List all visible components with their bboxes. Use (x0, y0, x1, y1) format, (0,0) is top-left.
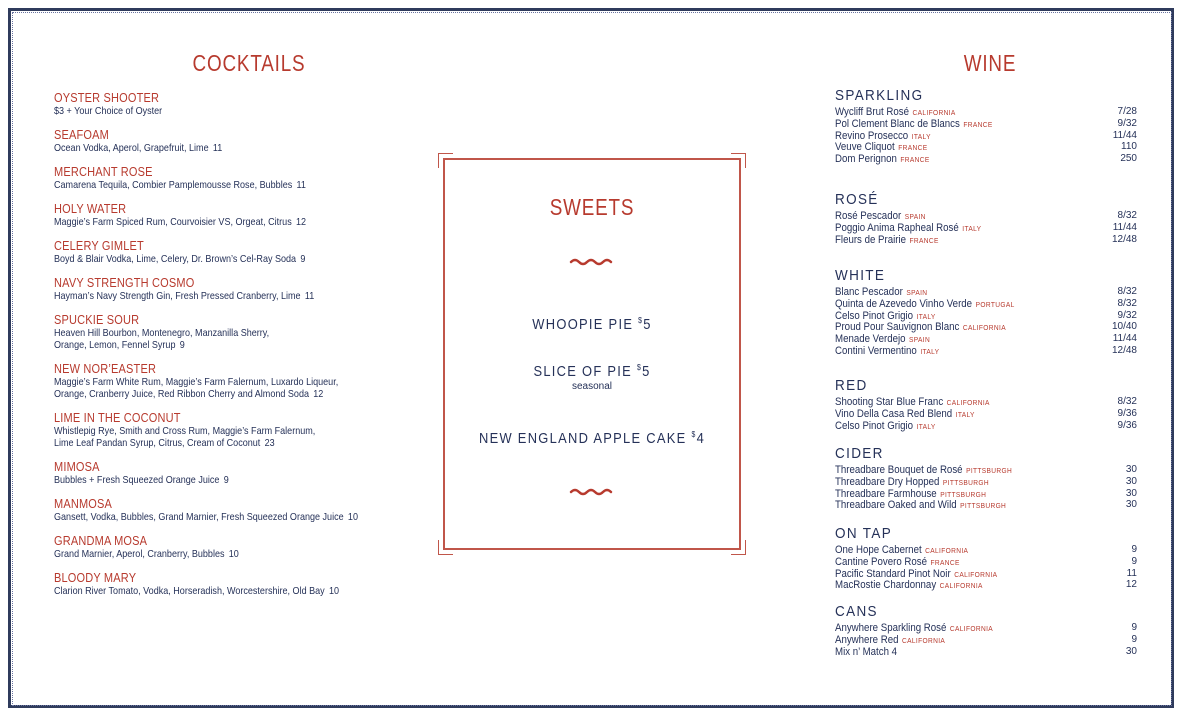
currency-symbol: $ (638, 316, 644, 325)
wine-origin: ITALY (916, 311, 936, 321)
wine-origin: ITALY (920, 346, 940, 356)
wine-price: 11/44 (1112, 221, 1137, 233)
sweet-line (464, 363, 720, 380)
sweet-price (637, 363, 651, 380)
wine-price: 10/40 (1111, 321, 1137, 333)
wine-category-cans (835, 604, 1137, 657)
cocktail-description (54, 548, 424, 560)
cocktail-description (54, 216, 424, 228)
wine-category-title: RED (835, 377, 868, 394)
cocktail-item (54, 363, 434, 400)
wine-price: 8/32 (1117, 396, 1137, 407)
wine-category-sparkling (835, 88, 1137, 165)
cocktail-item (54, 572, 434, 597)
cocktail-description (54, 253, 424, 265)
wine-row (835, 298, 1137, 310)
wine-row (835, 579, 1137, 591)
cocktail-name: MANMOSA (54, 497, 113, 511)
cocktail-item (54, 535, 434, 560)
wine-price: 9/32 (1117, 117, 1137, 129)
wine-category-title: ROSÉ (835, 191, 879, 208)
cocktail-item (54, 461, 434, 486)
wine-origin: ITALY (911, 131, 931, 141)
wine-row (835, 556, 1137, 568)
cocktail-price: 12 (313, 388, 324, 400)
wine-name: One Hope Cabernet (835, 544, 922, 556)
price-value: 5 (643, 316, 652, 333)
wine-name: Dom Perignon (835, 153, 897, 166)
sweets-title: SWEETS (549, 194, 635, 220)
wine-name: Mix n’ Match 4 (835, 645, 898, 658)
wine-category-title: CIDER (835, 445, 884, 462)
wine-price: 30 (1125, 487, 1137, 499)
wine-row (835, 499, 1137, 511)
frame-corner-ornament (438, 540, 453, 555)
wine-name: Quinta de Azevedo Vinho Verde (835, 297, 973, 310)
cocktail-item (54, 277, 434, 302)
wine-origin: ITALY (962, 223, 982, 233)
wine-origin: CALIFORNIA (925, 546, 969, 555)
sweet-item (443, 316, 741, 333)
wine-category-on-tap (835, 526, 1137, 591)
wine-price: 8/32 (1117, 286, 1137, 297)
wine-category-title: SPARKLING (835, 87, 924, 104)
wine-name: Fleurs de Prairie (835, 233, 907, 246)
price-value: 5 (642, 363, 651, 380)
cocktail-ingredients: Ocean Vodka, Aperol, Grapefruit, Lime (54, 142, 209, 154)
cocktail-item (54, 498, 434, 523)
wine-price: 30 (1125, 475, 1137, 487)
squiggle-divider-icon (569, 258, 613, 266)
wine-name: Pol Clement Blanc de Blancs (835, 117, 960, 130)
wine-category-red (835, 378, 1137, 431)
cocktail-price: 10 (328, 585, 340, 597)
wine-category-title: CANS (835, 603, 878, 620)
cocktails-title: COCKTAILS (192, 50, 306, 76)
wine-row (835, 396, 1137, 408)
wine-row (835, 408, 1137, 420)
wine-row (835, 544, 1137, 556)
wine-row (835, 141, 1137, 153)
cocktail-ingredients: $3 + Your Choice of Oyster (54, 105, 163, 117)
cocktail-item (54, 203, 434, 228)
wine-row (835, 118, 1137, 130)
wine-row (835, 234, 1137, 246)
wine-price: 9/36 (1117, 407, 1137, 419)
cocktail-price: 23 (264, 437, 275, 449)
wine-price: 9 (1131, 555, 1137, 567)
frame-corner-ornament (731, 153, 746, 168)
sweet-name: WHOOPIE PIE (532, 316, 634, 333)
wine-label (835, 234, 939, 247)
wine-origin: CALIFORNIA (962, 323, 1006, 333)
cocktail-description (54, 585, 424, 597)
wine-name: Contini Vermentino (835, 344, 917, 357)
cocktail-name: BLOODY MARY (54, 571, 137, 585)
wine-row (835, 420, 1137, 432)
cocktail-item (54, 92, 434, 117)
cocktail-description (54, 290, 424, 302)
wine-category-title: ON TAP (835, 525, 893, 542)
wine-label (835, 345, 939, 358)
sweet-line (464, 316, 720, 333)
wine-row (835, 222, 1137, 234)
wine-row (835, 476, 1137, 488)
cocktail-ingredients: Maggie’s Farm Spiced Rum, Courvoisier VS, Orgeat, Citrus (54, 216, 292, 228)
wine-name: Poggio Anima Rapheal Rosé (835, 221, 959, 234)
wine-origin: FRANCE (963, 119, 993, 129)
cocktail-ingredients: Clarion River Tomato, Vodka, Horseradish, Worcestershire, Old Bay (54, 585, 325, 597)
sweet-price (691, 430, 705, 447)
cocktail-item (54, 314, 434, 351)
cocktail-price: 10 (228, 548, 239, 560)
wine-name: Veuve Cliquot (835, 141, 895, 154)
wine-price: 12/48 (1111, 344, 1137, 356)
wine-name: Rosé Pescador (835, 210, 902, 222)
wine-price: 250 (1120, 153, 1137, 165)
wine-origin: PITTSBURGH (942, 477, 989, 487)
squiggle-divider-icon (569, 488, 613, 496)
wine-row (835, 345, 1137, 357)
wine-price: 8/32 (1117, 297, 1137, 309)
wine-title: WINE (963, 50, 1017, 76)
cocktail-description (54, 474, 424, 486)
cocktail-description (54, 376, 424, 400)
wine-name: Pacific Standard Pinot Noir (835, 567, 951, 580)
wine-price: 11 (1126, 567, 1137, 579)
cocktail-name: CELERY GIMLET (54, 239, 144, 253)
cocktail-item (54, 412, 434, 449)
cocktail-description (54, 142, 424, 154)
sweets-section (443, 158, 741, 550)
wine-name: Threadbare Bouquet de Rosé (835, 464, 963, 476)
cocktail-description (54, 425, 424, 449)
wine-origin: CALIFORNIA (912, 108, 956, 117)
wine-price: 9 (1131, 633, 1137, 645)
cocktail-name: GRANDMA MOSA (54, 534, 148, 548)
wine-price: 30 (1125, 464, 1137, 475)
cocktail-description (54, 105, 424, 117)
wine-price: 12/48 (1111, 233, 1137, 245)
cocktail-ingredients: Maggie’s Farm White Rum, Maggie’s Farm Falernum, Luxardo Liqueur, Orange, Cranberry Juice, Red Ribbon Cherry and Almond Soda (54, 376, 339, 400)
wine-name: Revino Prosecco (835, 129, 909, 142)
cocktail-description (54, 327, 424, 351)
wine-origin: CALIFORNIA (946, 398, 990, 407)
wine-name: Celso Pinot Grigio (835, 419, 914, 432)
cocktail-description (54, 179, 424, 191)
wine-label (835, 646, 897, 658)
cocktail-price: 12 (296, 216, 307, 228)
wine-origin: FRANCE (930, 557, 960, 567)
wine-origin: PITTSBURGH (966, 466, 1013, 475)
wine-row (835, 310, 1137, 322)
wine-price: 8/32 (1117, 210, 1137, 221)
wine-origin: FRANCE (909, 235, 939, 245)
wine-row (835, 286, 1137, 298)
sweet-item (443, 363, 741, 392)
wine-price: 30 (1125, 645, 1137, 657)
wine-origin: SPAIN (904, 212, 926, 221)
sweet-price (638, 316, 652, 333)
cocktail-price: 11 (304, 290, 315, 302)
wine-row (835, 333, 1137, 345)
cocktail-name: NAVY STRENGTH COSMO (54, 276, 195, 290)
cocktail-ingredients: Hayman’s Navy Strength Gin, Fresh Pressed Cranberry, Lime (54, 290, 301, 302)
wine-origin: ITALY (955, 409, 975, 419)
wine-name: Anywhere Red (835, 633, 899, 646)
frame-corner-ornament (731, 540, 746, 555)
wine-price: 9 (1131, 622, 1137, 633)
wine-name: Menade Verdejo (835, 333, 906, 346)
wine-price: 12 (1125, 579, 1137, 591)
wine-name: Vino Della Casa Red Blend (835, 407, 953, 420)
wine-row (835, 646, 1137, 658)
cocktail-name: SEAFOAM (54, 128, 110, 142)
sweet-note: seasonal (571, 381, 613, 392)
cocktails-list (54, 92, 434, 609)
wine-name: Wycliff Brut Rosé (835, 106, 909, 118)
wine-category-ros- (835, 192, 1137, 245)
wine-row (835, 210, 1137, 222)
cocktail-item (54, 129, 434, 154)
cocktail-item (54, 166, 434, 191)
cocktail-name: OYSTER SHOOTER (54, 91, 160, 105)
cocktail-description (54, 511, 424, 523)
currency-symbol: $ (691, 430, 697, 439)
wine-name: MacRostie Chardonnay (835, 579, 937, 592)
wine-row (835, 622, 1137, 634)
frame-corner-ornament (438, 153, 453, 168)
cocktail-price: 9 (179, 339, 185, 351)
cocktail-ingredients: Camarena Tequila, Combier Pamplemousse Rose, Bubbles (54, 179, 293, 191)
wine-origin: CALIFORNIA (949, 624, 994, 633)
wine-price: 9 (1131, 544, 1137, 555)
cocktail-ingredients: Boyd & Blair Vodka, Lime, Celery, Dr. Brown’s Cel-Ray Soda (54, 253, 297, 265)
price-value: 4 (696, 430, 706, 447)
wine-origin: CALIFORNIA (954, 569, 998, 579)
wine-label (835, 420, 936, 433)
cocktail-price: 9 (223, 474, 229, 486)
cocktail-ingredients: Bubbles + Fresh Squeezed Orange Juice (54, 474, 220, 486)
wine-row (835, 130, 1137, 142)
currency-symbol: $ (636, 363, 643, 372)
wine-origin: SPAIN (906, 288, 928, 297)
wine-row (835, 634, 1137, 646)
wine-label (835, 499, 1006, 512)
wine-row (835, 321, 1137, 333)
cocktail-name: HOLY WATER (54, 202, 127, 216)
wine-category-cider (835, 446, 1137, 511)
wine-origin: FRANCE (900, 155, 930, 165)
cocktail-name: MIMOSA (54, 460, 100, 474)
cocktail-ingredients: Whistlepig Rye, Smith and Cross Rum, Maggie’s Farm Falernum, Lime Leaf Pandan Syrup, Citrus, Cream of Coconut (54, 425, 316, 449)
wine-price: 11/44 (1112, 129, 1137, 141)
wine-name: Threadbare Dry Hopped (835, 475, 940, 488)
wine-origin: CALIFORNIA (939, 581, 983, 591)
cocktail-name: LIME IN THE COCONUT (54, 411, 181, 425)
sweet-name: SLICE OF PIE (533, 363, 633, 380)
wine-row (835, 488, 1137, 500)
cocktail-name: NEW NOR’EASTER (54, 362, 157, 376)
wine-origin: PORTUGAL (975, 299, 1015, 309)
cocktail-ingredients: Heaven Hill Bourbon, Montenegro, Manzanilla Sherry, Orange, Lemon, Fennel Syrup (54, 327, 270, 351)
sweet-name: NEW ENGLAND APPLE CAKE (478, 430, 687, 447)
wine-name: Threadbare Farmhouse (835, 487, 937, 500)
wine-origin: ITALY (916, 421, 936, 431)
cocktail-price: 9 (300, 253, 306, 265)
sweet-item (443, 430, 741, 447)
wine-label (835, 153, 930, 166)
wine-category-title: WHITE (835, 267, 886, 284)
wine-row (835, 106, 1137, 118)
wine-origin: PITTSBURGH (940, 489, 987, 499)
wine-origin: FRANCE (898, 143, 928, 153)
wine-origin: SPAIN (909, 335, 931, 345)
wine-origin: CALIFORNIA (902, 635, 946, 645)
wine-name: Cantine Povero Rosé (835, 555, 928, 568)
wine-category-white (835, 268, 1137, 357)
sweet-line (464, 430, 720, 447)
cocktail-name: SPUCKIE SOUR (54, 313, 140, 327)
cocktail-price: 10 (347, 511, 358, 523)
wine-name: Proud Pour Sauvignon Blanc (835, 321, 960, 334)
cocktail-ingredients: Gansett, Vodka, Bubbles, Grand Marnier, Fresh Squeezed Orange Juice (54, 511, 344, 523)
wine-name: Blanc Pescador (835, 286, 903, 298)
wine-price: 9/32 (1117, 309, 1137, 321)
wine-price: 9/36 (1117, 419, 1137, 431)
cocktail-ingredients: Grand Marnier, Aperol, Cranberry, Bubbles (54, 548, 225, 560)
cocktail-name: MERCHANT ROSE (54, 165, 153, 179)
cocktail-price: 11 (296, 179, 306, 191)
wine-price: 7/28 (1117, 106, 1137, 117)
wine-row (835, 568, 1137, 580)
wine-origin: PITTSBURGH (960, 501, 1007, 511)
cocktail-price: 11 (212, 142, 223, 154)
wine-name: Anywhere Sparkling Rosé (835, 622, 947, 634)
wine-label (835, 579, 983, 592)
wine-price: 11/44 (1112, 333, 1137, 345)
cocktail-item (54, 240, 434, 265)
wine-row (835, 153, 1137, 165)
wine-row (835, 464, 1137, 476)
wine-name: Threadbare Oaked and Wild (835, 499, 957, 512)
wine-name: Celso Pinot Grigio (835, 309, 914, 322)
wine-price: 30 (1125, 499, 1137, 511)
wine-price: 110 (1121, 141, 1137, 153)
wine-name: Shooting Star Blue Franc (835, 396, 944, 408)
